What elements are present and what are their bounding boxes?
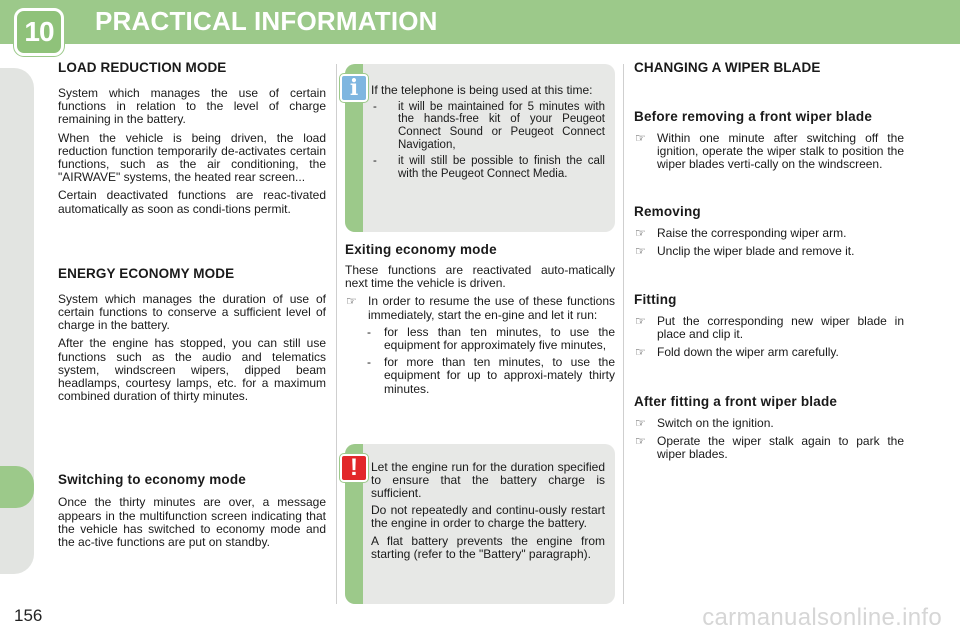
energy-economy-text-2: After the engine has stopped, you can still use functions such as the audio and telematics system, windscreen wipers, dipped beam headlamps, courtesy lamps, etc. for a maximum combined duration of thirty minutes. (58, 336, 326, 404)
fitting-heading: Fitting (634, 292, 677, 308)
side-chapter-tab (0, 466, 34, 508)
page-title: PRACTICAL INFORMATION (95, 6, 438, 36)
warning-note-content (371, 461, 605, 561)
hand-pointer-icon: ☞ (346, 294, 357, 309)
info-note-item: - it will still be possible to finish the call with the Peugeot Connect Media. (373, 155, 605, 180)
warning-note-box (345, 444, 615, 604)
warning-text-3: A flat battery prevents the engine from starting (refer to the "Battery" paragraph). (371, 533, 605, 561)
hand-pointer-icon: ☞ (635, 131, 646, 145)
page-number: 156 (14, 606, 43, 625)
warning-icon: ! (340, 454, 368, 482)
after-fitting-item: ☞ Operate the wiper stalk again to park the wiper blades. (635, 433, 904, 462)
removing-item: ☞ Raise the corresponding wiper arm. (635, 225, 847, 240)
chapter-tab (14, 8, 64, 56)
info-icon: i (340, 74, 368, 102)
exiting-economy-item: - for less than ten minutes, to use the equipment for approximately five minutes, (367, 324, 615, 353)
hand-pointer-icon: ☞ (635, 314, 646, 329)
column-right (634, 60, 904, 461)
hand-pointer-icon: ☞ (635, 225, 646, 240)
exiting-economy-section (345, 242, 615, 396)
fitting-item: ☞ Put the corresponding new wiper blade in place and clip it. (635, 314, 904, 342)
after-fitting-heading: After fitting a front wiper blade (634, 393, 838, 409)
exiting-economy-item: - for more than ten minutes, to use the equipment for up to approxi-mately thirty minutes. (367, 355, 615, 396)
warning-text-1: Let the engine run for the duration specified to ensure that the battery charge is sufficient. (371, 460, 605, 500)
removing-item: ☞ Unclip the wiper blade and remove it. (635, 243, 855, 258)
energy-economy-heading: ENERGY ECONOMY MODE (58, 265, 235, 281)
exiting-economy-heading: Exiting economy mode (345, 242, 497, 257)
before-removing-heading: Before removing a front wiper blade (634, 109, 873, 124)
column-left (58, 60, 326, 549)
hand-pointer-icon: ☞ (635, 415, 646, 430)
info-note-box (345, 64, 615, 232)
load-reduction-text-2: When the vehicle is being driven, the load reduction function temporarily de-activates certain functions, such as the air conditioning, the "AIRWAVE" systems, the heated rear screen... (58, 130, 326, 185)
before-removing-item: ☞ Within one minute after switching off the ignition, operate the wiper stalk to position the wiper blades verti-cally on the windscreen. (635, 131, 904, 172)
column-divider (336, 64, 337, 604)
info-note-content (371, 84, 605, 180)
fitting-item: ☞ Fold down the wiper arm carefully. (635, 345, 839, 360)
hand-pointer-icon: ☞ (635, 243, 646, 258)
wiper-blade-heading: CHANGING A WIPER BLADE (634, 60, 821, 75)
exiting-economy-bullet: ☞ In order to resume the use of these functions immediately, start the en-gine and let it run: (346, 294, 615, 322)
switching-heading: Switching to economy mode (58, 472, 247, 488)
switching-text: Once the thirty minutes are over, a message appears in the multifunction screen indicating that the vehicle has switched to economy mode and the ac-tive functions are put on standby. (58, 495, 326, 550)
exiting-economy-text: These functions are reactivated auto-matically next time the vehicle is driven. (345, 263, 615, 291)
info-note-item: - it will be maintained for 5 minutes with the hands-free kit of your Peugeot Connect Sound or Peugeot Connect Navigation, (373, 100, 605, 151)
hand-pointer-icon: ☞ (635, 433, 646, 448)
hand-pointer-icon: ☞ (635, 345, 646, 360)
info-note-intro: If the telephone is being used at this time: (371, 83, 593, 97)
watermark: carmanualsonline.info (702, 604, 942, 631)
load-reduction-text-3: Certain deactivated functions are reac-tivated automatically as soon as condi-tions permit. (58, 188, 326, 216)
removing-heading: Removing (634, 203, 701, 219)
warning-text-2: Do not repeatedly and continu-ously restart the engine in order to charge the battery. (371, 503, 605, 531)
load-reduction-heading: LOAD REDUCTION MODE (58, 60, 227, 75)
energy-economy-text-1: System which manages the duration of use of certain functions to conserve a sufficient level of charge in the battery. (58, 291, 326, 333)
column-divider (623, 64, 624, 604)
chapter-number: 10 (24, 16, 54, 47)
load-reduction-text-1: System which manages the use of certain functions in relation to the level of charge remaining in the battery. (58, 86, 326, 127)
after-fitting-item: ☞ Switch on the ignition. (635, 415, 774, 430)
